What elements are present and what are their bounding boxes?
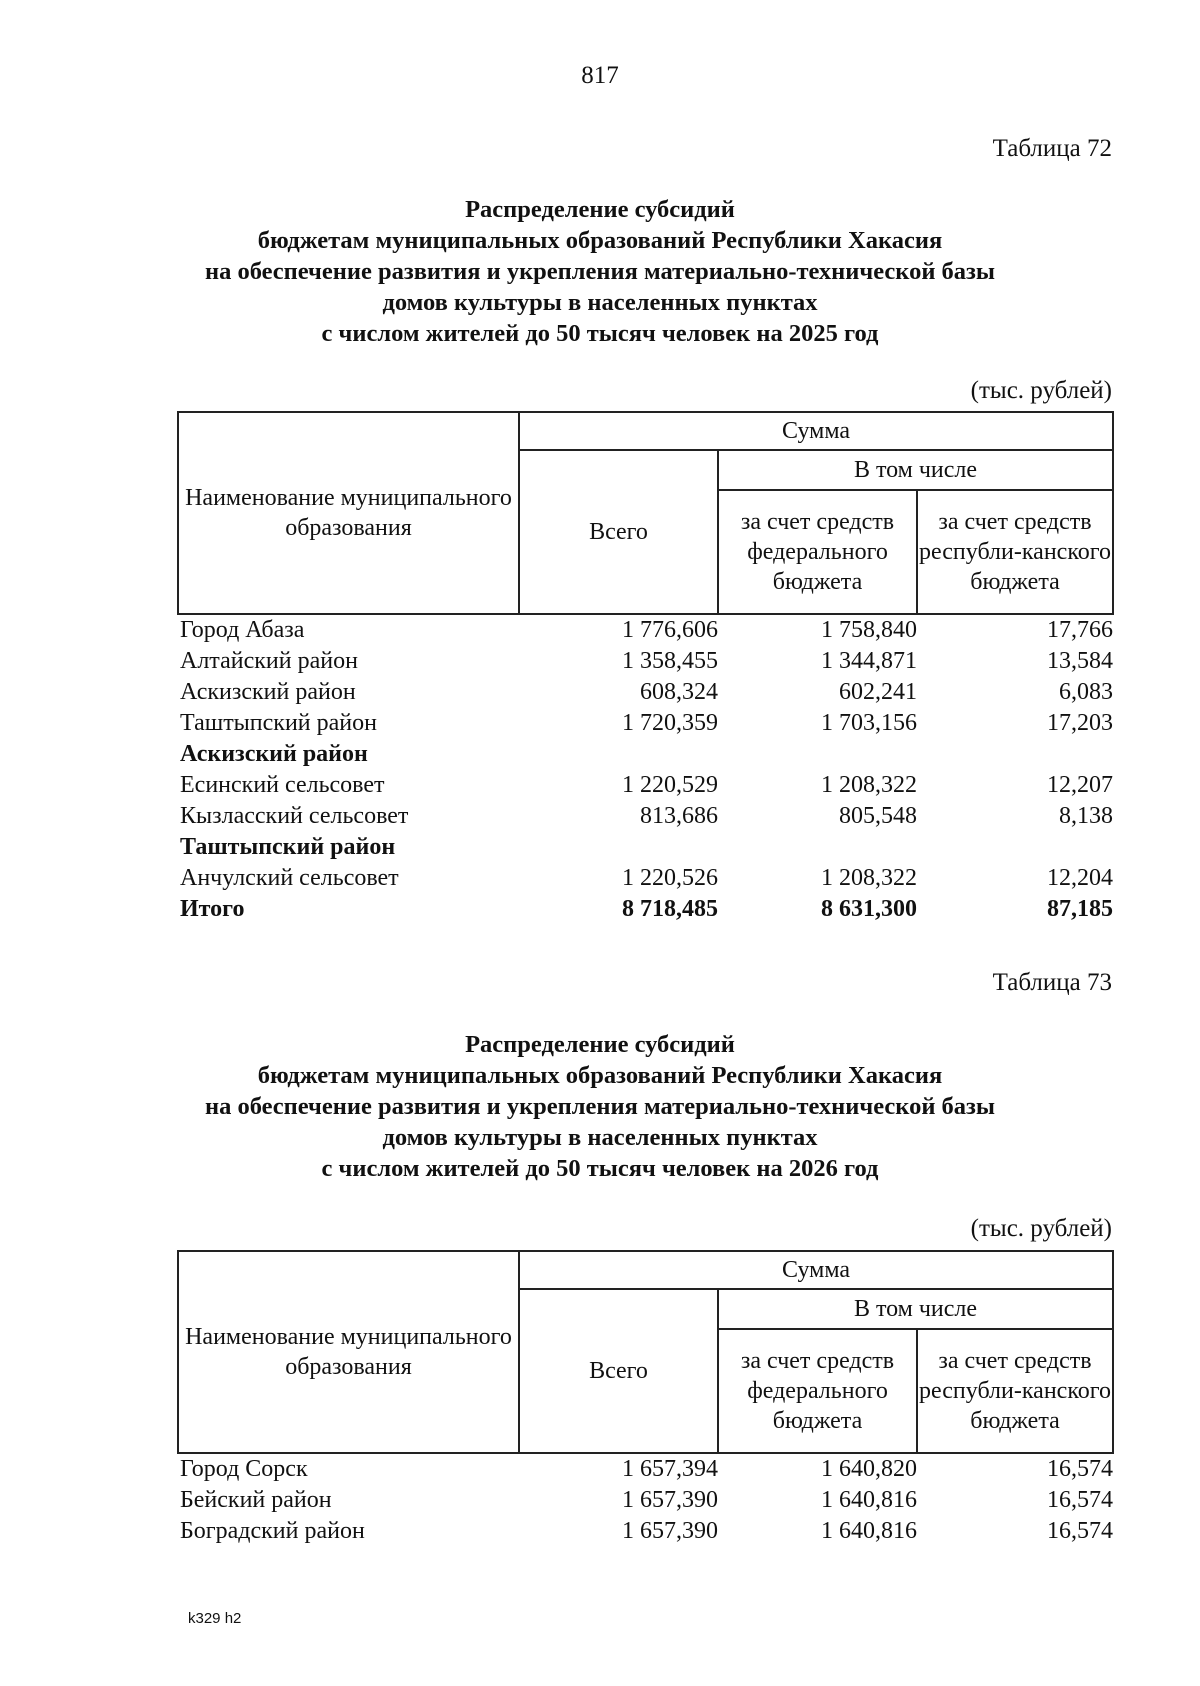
header-total: Всего (519, 450, 718, 614)
row-total: 813,686 (640, 803, 718, 829)
row-total: 1 657,394 (622, 1456, 718, 1482)
title-line: Распределение субсидий (465, 196, 735, 223)
title-line: на обеспечение развития и укрепления материально-технической базы (204, 1093, 996, 1120)
row-federal: 805,548 (839, 803, 917, 829)
row-name: Кызласский сельсовет (180, 803, 409, 829)
row-federal: 1 640,816 (821, 1518, 917, 1544)
row-federal: 1 758,840 (821, 617, 917, 643)
row-republic (917, 832, 1113, 863)
row-total: 1 220,529 (622, 772, 718, 798)
row-name: Аскизский район (180, 679, 356, 705)
row-republic: 16,574 (1047, 1487, 1114, 1513)
row-federal: 1 208,322 (821, 772, 917, 798)
group-name: Аскизский район (180, 741, 368, 767)
total-federal: 8 631,300 (821, 896, 917, 922)
table-row (178, 770, 1113, 801)
table-row (178, 1453, 1113, 1485)
table-73-units: (тыс. рублей) (970, 1215, 1112, 1242)
table-73-title (0, 1029, 1200, 1184)
title-line: Распределение субсидий (465, 1031, 735, 1058)
header-name: Наименование муниципального образования (178, 412, 519, 614)
table-row (178, 646, 1113, 677)
title-line: домов культуры в населенных пунктах (382, 289, 818, 316)
group-header-row (178, 739, 1113, 770)
title-line: бюджетам муниципальных образований Республики Хакасия (257, 227, 943, 254)
table-row (178, 801, 1113, 832)
row-republic: 16,574 (1047, 1518, 1114, 1544)
row-total: 1 358,455 (622, 648, 718, 674)
page-number: 817 (581, 62, 619, 89)
row-name: Бейский район (180, 1487, 332, 1513)
row-total: 1 776,606 (622, 617, 718, 643)
header-federal: за счет средств федерального бюджета (718, 1329, 917, 1453)
row-name: Таштыпский район (180, 710, 377, 736)
row-total: 1 657,390 (622, 1518, 718, 1544)
row-federal: 1 344,871 (821, 648, 917, 674)
row-republic: 8,138 (1059, 803, 1114, 829)
row-total (519, 832, 718, 863)
table-73-label: Таблица 73 (992, 969, 1112, 996)
header-federal: за счет средств федерального бюджета (718, 490, 917, 614)
group-name: Таштыпский район (180, 834, 396, 860)
row-total: 1 657,390 (622, 1487, 718, 1513)
header-including: В том числе (718, 450, 1113, 490)
table-72 (177, 411, 1114, 925)
row-federal: 602,241 (839, 679, 917, 705)
header-name: Наименование муниципального образования (178, 1251, 519, 1453)
title-line: бюджетам муниципальных образований Республики Хакасия (257, 1062, 943, 1089)
table-72-title (0, 194, 1200, 349)
row-name: Есинский сельсовет (180, 772, 385, 798)
row-republic: 13,584 (1047, 648, 1114, 674)
row-name: Алтайский район (180, 648, 358, 674)
row-total: 1 220,526 (622, 865, 718, 891)
header-sum: Сумма (519, 1251, 1113, 1289)
row-republic: 16,574 (1047, 1456, 1114, 1482)
total-republic: 87,185 (1047, 896, 1114, 922)
table-row (178, 614, 1113, 646)
row-federal (718, 739, 917, 770)
table-row (178, 1485, 1113, 1516)
total-sum: 8 718,485 (622, 896, 718, 922)
table-72-units: (тыс. рублей) (970, 377, 1112, 404)
footer-code: k329 h2 (188, 1610, 242, 1627)
row-total (519, 739, 718, 770)
row-republic: 12,204 (1047, 865, 1114, 891)
row-republic: 17,203 (1047, 710, 1114, 736)
total-label: Итого (180, 896, 245, 922)
table-72-label: Таблица 72 (992, 135, 1112, 162)
table-row (178, 708, 1113, 739)
title-line: домов культуры в населенных пунктах (382, 1124, 818, 1151)
total-row (178, 894, 1113, 925)
row-republic: 17,766 (1047, 617, 1114, 643)
table-row (178, 863, 1113, 894)
header-republic: за счет средств республи-канского бюджета (917, 490, 1113, 614)
row-federal: 1 640,820 (821, 1456, 917, 1482)
row-republic: 12,207 (1047, 772, 1114, 798)
header-including: В том числе (718, 1289, 1113, 1329)
row-federal: 1 640,816 (821, 1487, 917, 1513)
row-name: Анчулский сельсовет (180, 865, 399, 891)
row-total: 608,324 (640, 679, 718, 705)
row-name: Боградский район (180, 1518, 365, 1544)
title-line: на обеспечение развития и укрепления материально-технической базы (204, 258, 996, 285)
table-row (178, 677, 1113, 708)
row-federal: 1 703,156 (821, 710, 917, 736)
header-republic: за счет средств республи-канского бюджета (917, 1329, 1113, 1453)
row-republic (917, 739, 1113, 770)
title-line: с числом жителей до 50 тысяч человек на 2025 год (321, 320, 879, 347)
row-federal: 1 208,322 (821, 865, 917, 891)
row-total: 1 720,359 (622, 710, 718, 736)
group-header-row (178, 832, 1113, 863)
table-73 (177, 1250, 1114, 1547)
table-row (178, 1516, 1113, 1547)
title-line: с числом жителей до 50 тысяч человек на 2026 год (321, 1155, 879, 1182)
row-republic: 6,083 (1059, 679, 1114, 705)
header-total: Всего (519, 1289, 718, 1453)
header-sum: Сумма (519, 412, 1113, 450)
row-name: Город Абаза (180, 617, 305, 643)
row-federal (718, 832, 917, 863)
row-name: Город Сорск (180, 1456, 308, 1482)
